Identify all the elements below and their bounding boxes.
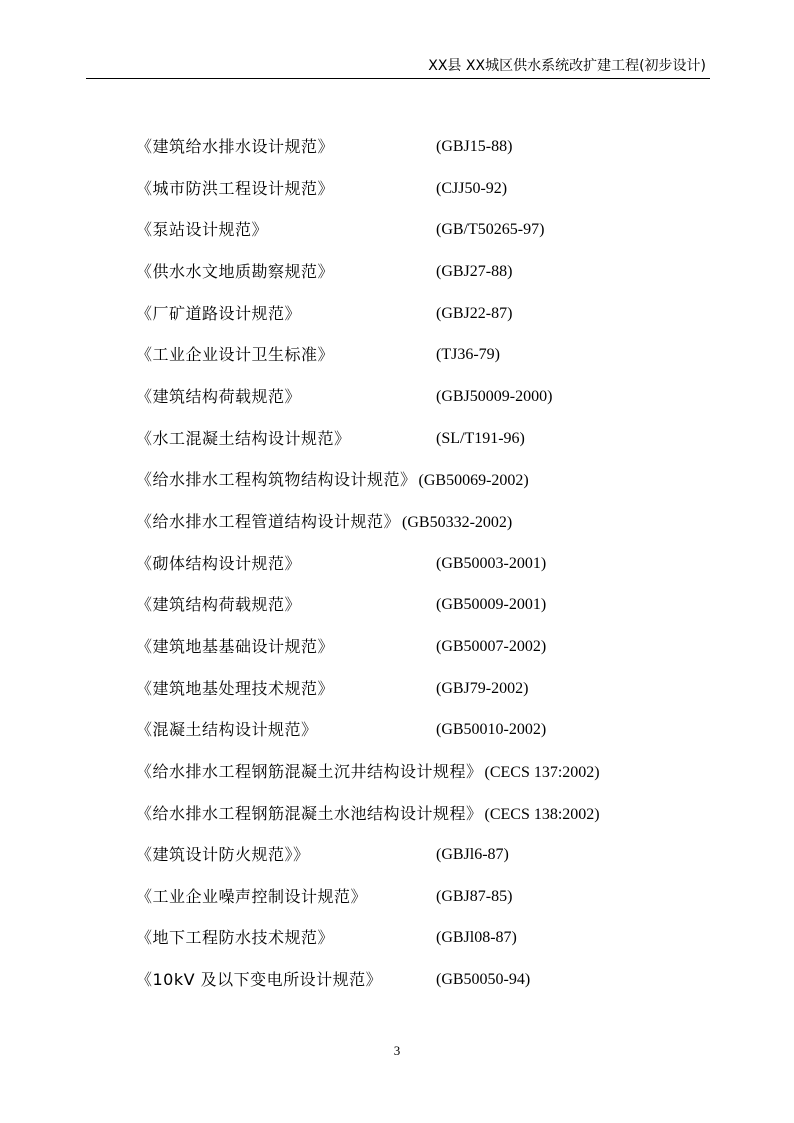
standard-title: 《建筑结构荷载规范》 [136,386,302,406]
standard-code: (GB50009-2001) [436,596,547,614]
standard-item [136,756,696,798]
standard-item [136,256,696,298]
standards-list [136,131,696,1006]
standard-title: 《水工混凝土结构设计规范》 [136,428,351,448]
standard-title: 《工业企业设计卫生标准》 [136,345,335,365]
standard-title: 《给水排水工程管道结构设计规范》 [136,511,401,531]
page-number: 3 [393,1043,401,1058]
standard-code: (TJ36-79) [436,346,500,364]
standard-code: (SL/T191-96) [436,429,525,447]
standard-item [136,298,696,340]
standard-title: 《供水水文地质勘察规范》 [136,261,335,281]
standard-title: 《城市防洪工程设计规范》 [136,178,335,198]
standard-title: 《给水排水工程钢筋混凝土沉井结构设计规程》 [136,761,483,781]
standard-title: 《建筑地基基础设计规范》 [136,636,335,656]
standard-code: (GBJl6-87) [436,846,509,864]
standard-code: (GBJ87-85) [436,887,513,905]
standard-item [136,214,696,256]
standard-code: (GB50050-94) [436,971,531,989]
standard-code: (GB50332-2002) [402,513,513,531]
standard-code: (CJJ50-92) [436,179,508,197]
standard-item [136,173,696,215]
standard-code: (GBJ50009-2000) [436,387,553,405]
standard-item [136,922,696,964]
standard-code: (GB50069-2002) [418,472,529,490]
standard-title: 《厂矿道路设计规范》 [136,303,302,323]
standard-item [136,798,696,840]
standard-title: 《建筑地基处理技术规范》 [136,678,335,698]
standard-item [136,839,696,881]
standard-title: 《地下工程防水技术规范》 [136,928,335,948]
standard-code: (CECS 138:2002) [484,805,600,823]
standard-item [136,131,696,173]
standard-item [136,423,696,465]
standard-code: (GB50007-2002) [436,637,547,655]
standard-code: (GB50010-2002) [436,721,547,739]
standard-title: 《砌体结构设计规范》 [136,553,302,573]
standard-title: 《泵站设计规范》 [136,220,269,240]
standard-code: (GBJ15-88) [436,138,513,155]
standard-item [136,673,696,715]
standard-code: (GB50003-2001) [436,554,547,572]
standard-code: (CECS 137:2002) [484,763,600,781]
standard-item [136,589,696,631]
standard-item [136,714,696,756]
standard-title: 《建筑结构荷载规范》 [136,595,302,615]
header-rule [86,78,710,79]
standard-item [136,506,696,548]
standard-title: 《10kV 及以下变电所设计规范》 [136,970,383,990]
standard-item [136,881,696,923]
standard-code: (GBJ79-2002) [436,679,529,697]
standard-title: 《给水排水工程钢筋混凝土水池结构设计规程》 [136,803,483,823]
standard-title: 《建筑给水排水设计规范》 [136,137,335,156]
standard-item [136,548,696,590]
standard-item [136,631,696,673]
standard-item [136,381,696,423]
standard-title: 《工业企业噪声控制设计规范》 [136,886,368,906]
standard-code: (GBJ27-88) [436,262,513,280]
standard-title: 《混凝土结构设计规范》 [136,720,318,740]
standard-item [136,339,696,381]
standard-code: (GB/T50265-97) [436,221,545,239]
standard-item [136,464,696,506]
standard-code: (GBJ22-87) [436,304,513,322]
standard-title: 《建筑设计防火规范》》 [136,845,310,865]
running-header: XX县 XX城区供水系统改扩建工程(初步设计) [428,58,706,74]
standard-item [136,964,696,1006]
standard-title: 《给水排水工程构筑物结构设计规范》 [136,470,417,490]
standard-code: (GBJl08-87) [436,929,517,947]
